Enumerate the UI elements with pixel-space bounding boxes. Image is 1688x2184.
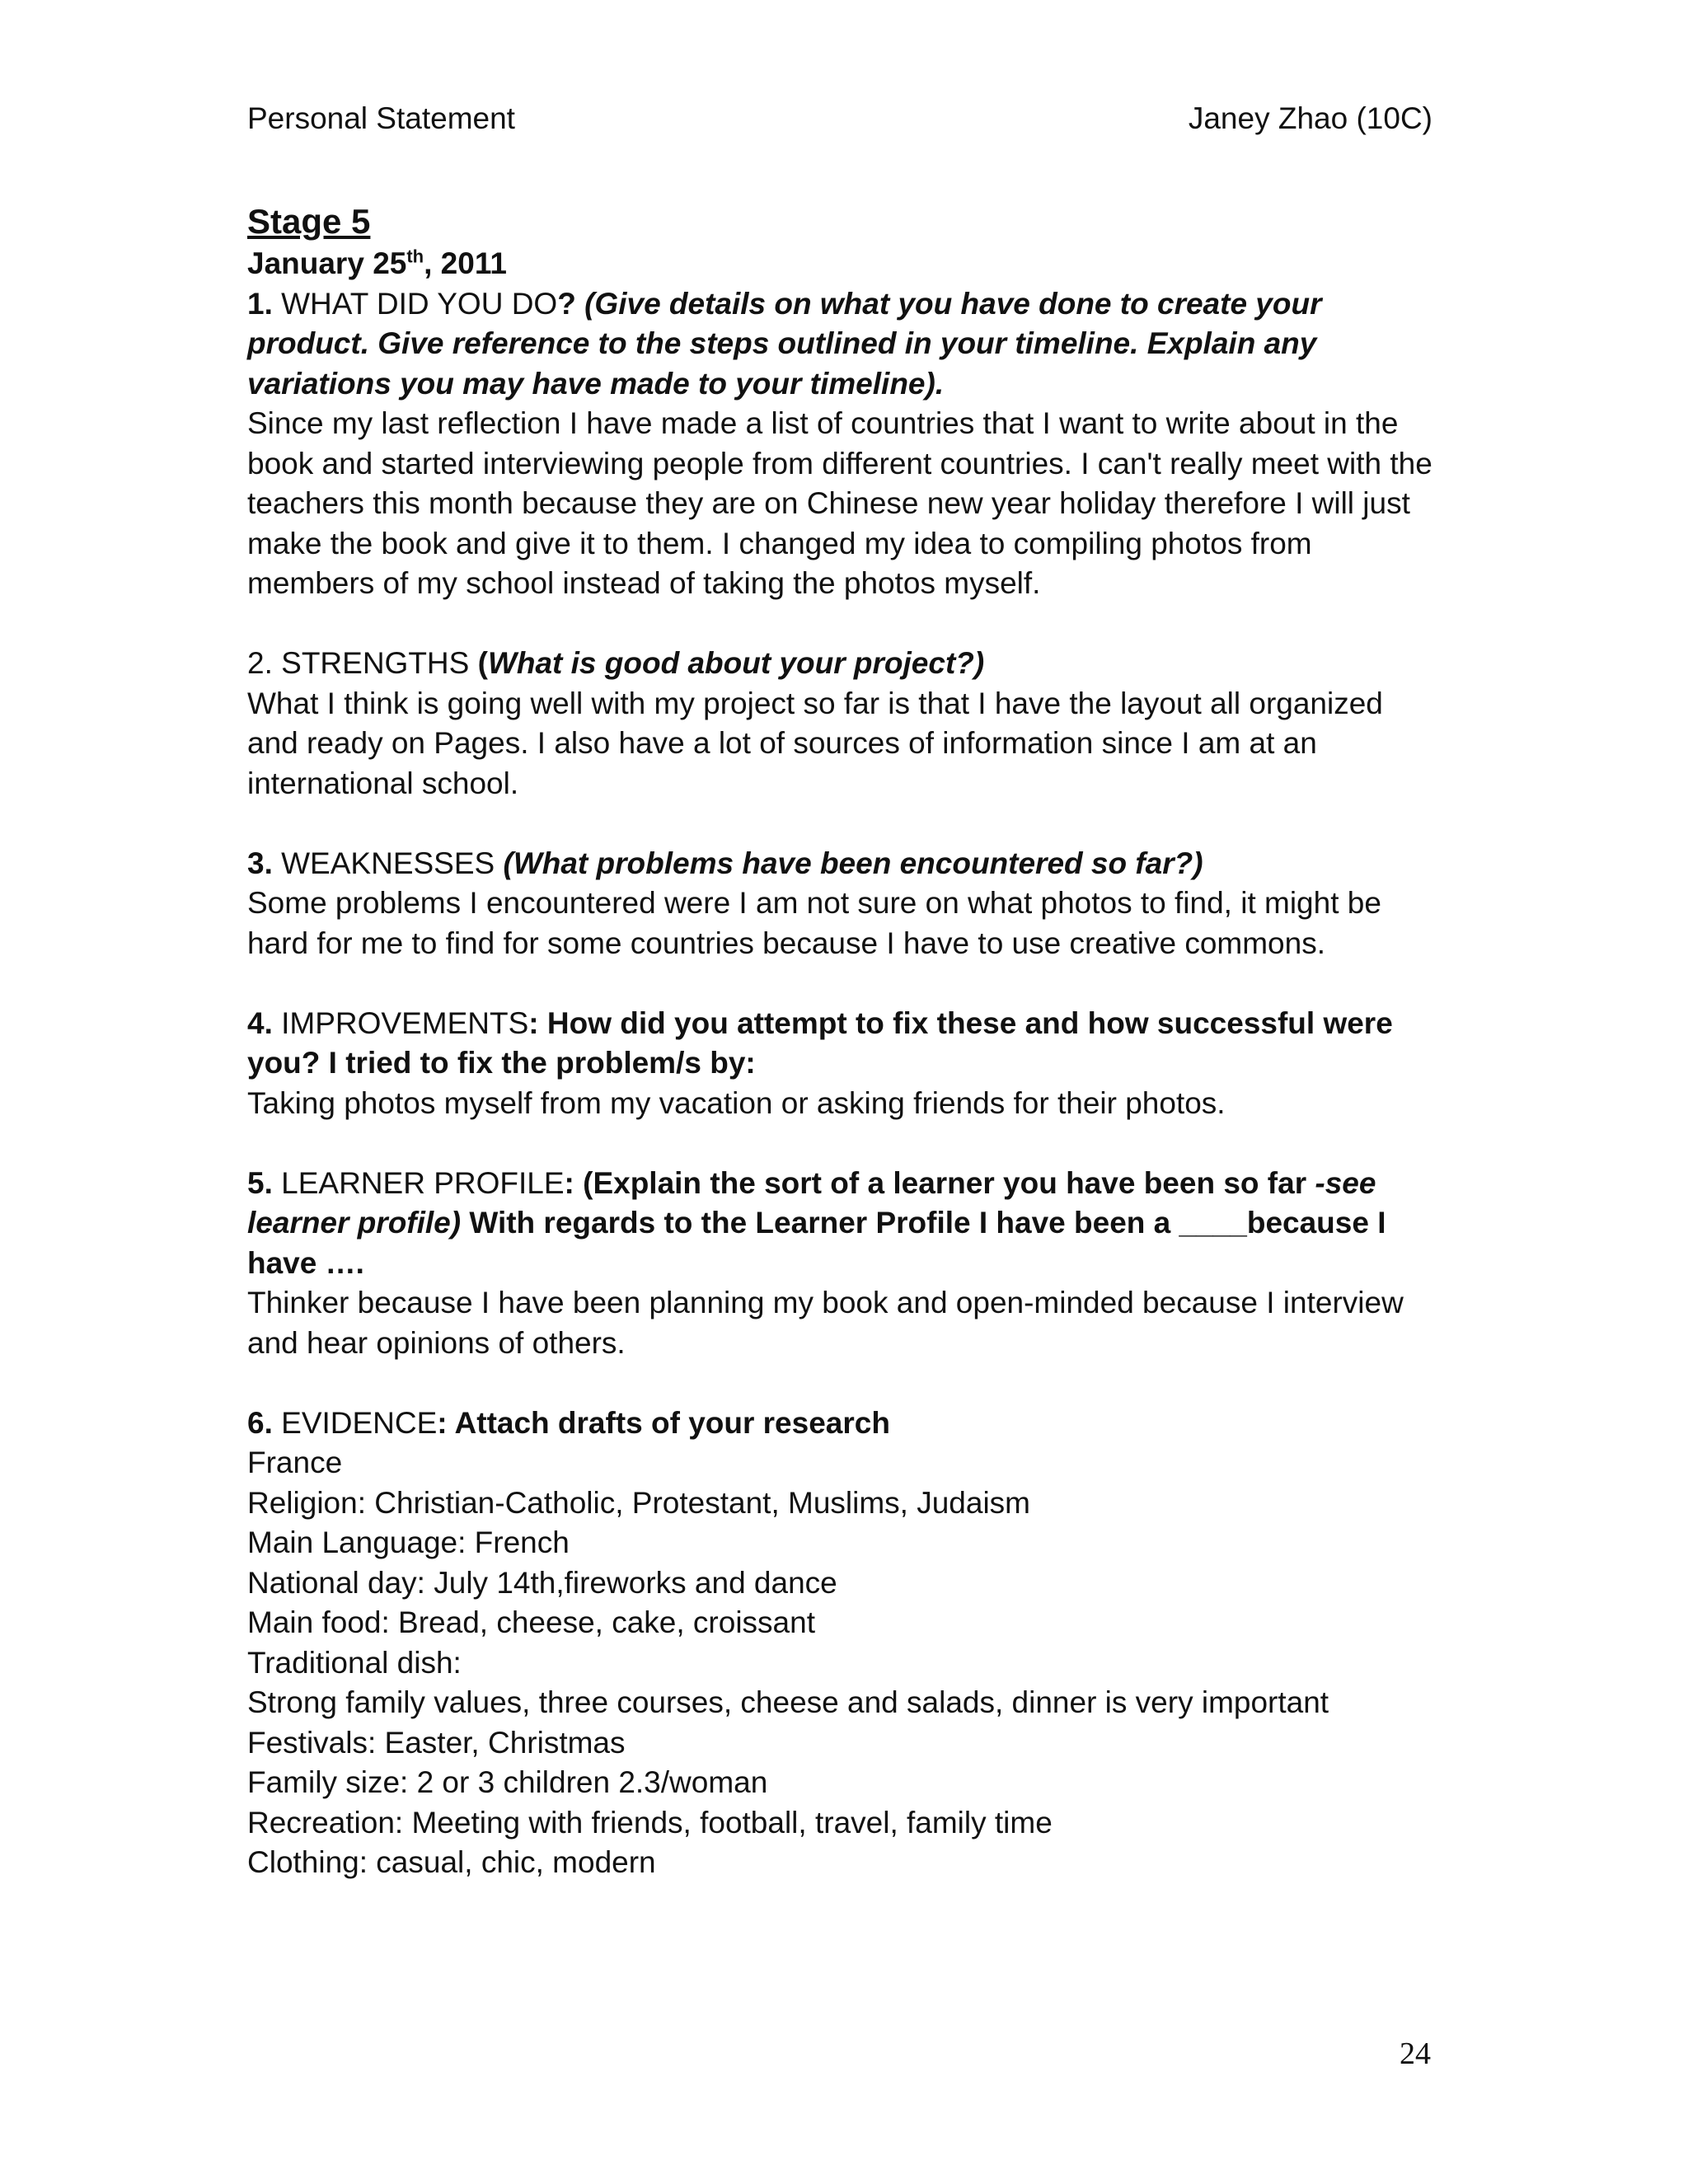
section-5-answer: Thinker because I have been planning my book and open-minded because I interview and hear opinions of others.	[247, 1286, 1404, 1360]
section-3-label: WEAKNESSES	[272, 846, 504, 880]
header-left-title: Personal Statement	[247, 101, 515, 135]
section-3-number: 3.	[247, 846, 273, 880]
section-4-question	[247, 1004, 1434, 1084]
date-text: January 25	[247, 246, 407, 280]
evidence-line: National day: July 14th,fireworks and dance	[247, 1565, 837, 1600]
evidence-line: Main food: Bread, cheese, cake, croissant	[247, 1605, 815, 1639]
section-1-answer: Since my last reflection I have made a list of countries that I want to write about in the book and started interviewing people from different countries. I can't really meet with the teachers this month because they are on Chinese new year holiday therefore I will just make the book and give it to them. I changed my idea to compiling photos from members of my school instead of taking the photos myself.	[247, 406, 1432, 600]
section-5-number: 5.	[247, 1165, 273, 1200]
section-3-answer: Some problems I encountered were I am not sure on what photos to find, it might be hard for me to find for some countries because I have to use creative commons.	[247, 886, 1381, 960]
entry-date	[247, 244, 1434, 284]
section-6-question	[247, 1404, 1434, 1444]
evidence-line: Religion: Christian-Catholic, Protestant, Muslims, Judaism	[247, 1485, 1031, 1520]
section-1-question-mark: ?	[557, 286, 576, 321]
section-1-prompt: (Give details on what you have done to create your product. Give reference to the steps outlined in your timeline. Explain any variations you may have made to your timeline).	[247, 286, 1322, 401]
section-4-answer: Taking photos myself from my vacation or asking friends for their photos.	[247, 1085, 1226, 1120]
evidence-line: Main Language: French	[247, 1526, 570, 1559]
evidence-line: Clothing: casual, chic, modern	[247, 1845, 656, 1879]
section-3-question	[247, 844, 1434, 884]
section-1-number: 1.	[247, 286, 273, 321]
evidence-line: France	[247, 1446, 343, 1479]
document-body	[247, 199, 1434, 1883]
section-4-number: 4.	[247, 1005, 273, 1040]
section-2-prompt: What is good about your project?)	[487, 646, 985, 680]
section-6-prompt: : Attach drafts of your research	[437, 1405, 890, 1440]
stage-title: Stage 5	[247, 202, 371, 241]
section-6-number: 6.	[247, 1405, 273, 1440]
section-1-question	[247, 284, 1434, 405]
page-number: 24	[1400, 2036, 1431, 2071]
page-header	[247, 99, 1432, 138]
evidence-line: Recreation: Meeting with friends, football, travel, family time	[247, 1805, 1053, 1840]
evidence-line: Family size: 2 or 3 children 2.3/woman	[247, 1765, 768, 1799]
section-5-prompt-c: With regards to the Learner Profile I have been a ____because I have ….	[247, 1206, 1386, 1280]
section-5-question	[247, 1164, 1434, 1284]
section-5-prompt-b: -see learner profile)	[247, 1165, 1376, 1240]
section-2-answer: What I think is going well with my project so far is that I have the layout all organized and ready on Pages. I also have a lot of sources of information since I am at an international school.	[247, 686, 1383, 800]
evidence-list	[247, 1443, 1434, 1883]
evidence-line: Strong family values, three courses, cheese and salads, dinner is very important	[247, 1685, 1329, 1719]
evidence-line: Traditional dish:	[247, 1645, 462, 1680]
date-suffix: th	[406, 246, 424, 267]
section-2-paren: (	[477, 646, 488, 680]
section-3-prompt: (What problems have been encountered so far?)	[503, 846, 1203, 880]
evidence-line: Festivals: Easter, Christmas	[247, 1725, 626, 1760]
section-4-label: IMPROVEMENTS	[272, 1005, 529, 1040]
header-author: Janey Zhao (10C)	[1188, 101, 1432, 135]
section-5-label: LEARNER PROFILE	[272, 1165, 565, 1200]
section-4-prompt: : How did you attempt to fix these and how successful were you? I tried to fix the problem/s by:	[247, 1005, 1393, 1080]
section-6-label: EVIDENCE	[272, 1405, 438, 1440]
section-5-prompt-a: : (Explain the sort of a learner you have been so far	[564, 1165, 1315, 1200]
section-2-question	[247, 644, 1434, 684]
date-year: , 2011	[424, 246, 507, 280]
section-2-label: 2. STRENGTHS	[247, 646, 478, 680]
section-1-label: WHAT DID YOU DO	[272, 286, 558, 321]
